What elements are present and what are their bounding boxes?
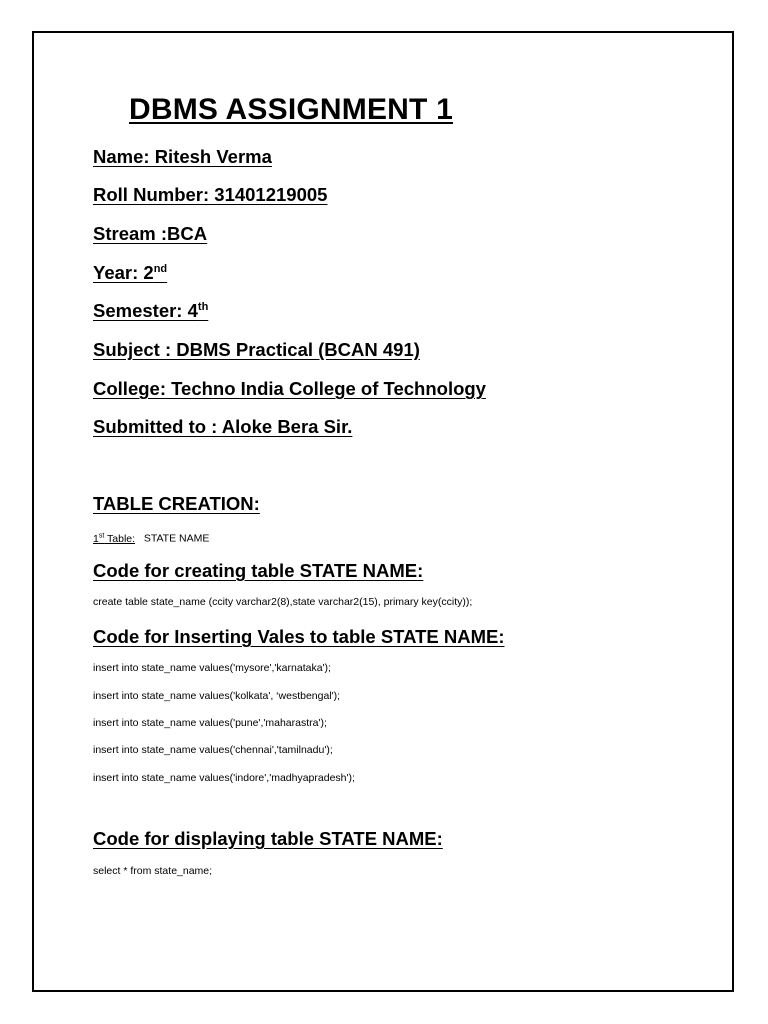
table-label-ordinal: [93, 533, 135, 545]
submitted-to: Submitted to : Aloke Bera Sir.: [93, 416, 353, 437]
student-name: Name: Ritesh Verma: [93, 146, 272, 167]
create-code: create table state_name (ccity varchar2(8),state varchar2(15), primary key(ccity));: [93, 596, 473, 608]
college: College: Techno India College of Technology: [93, 378, 486, 399]
document-title: DBMS ASSIGNMENT 1: [129, 93, 453, 126]
stream: Stream :BCA: [93, 223, 208, 244]
table-label-text: Table:: [104, 532, 136, 545]
subject: Subject : DBMS Practical (BCAN 491): [93, 339, 420, 360]
table-creation-heading: TABLE CREATION:: [93, 493, 260, 514]
semester: [93, 299, 208, 323]
table-label-sup: st: [98, 532, 105, 539]
insert-line: insert into state_name values('indore','madhyapradesh');: [93, 772, 355, 784]
insert-line: insert into state_name values('chennai','tamilnadu');: [93, 744, 333, 756]
insert-heading: Code for Inserting Vales to table STATE NAME:: [93, 626, 505, 647]
table-label-name: STATE NAME: [143, 532, 210, 545]
year-sup: nd: [153, 262, 168, 275]
insert-line: insert into state_name values('mysore','karnataka');: [93, 662, 331, 674]
semester-text: Semester: 4: [93, 300, 198, 321]
roll-number: Roll Number: 31401219005: [93, 184, 328, 205]
table-label-num: 1: [93, 532, 99, 545]
display-code: select * from state_name;: [93, 865, 213, 877]
display-heading: Code for displaying table STATE NAME:: [93, 828, 443, 849]
semester-sup: th: [197, 300, 209, 313]
insert-line: insert into state_name values('pune','maharastra');: [93, 717, 327, 729]
year-text: Year: 2: [93, 262, 154, 283]
create-heading: Code for creating table STATE NAME:: [93, 560, 424, 581]
insert-line: insert into state_name values('kolkata', ‘westbengal');: [93, 690, 341, 702]
year: [93, 261, 167, 285]
table-label: [93, 529, 209, 546]
